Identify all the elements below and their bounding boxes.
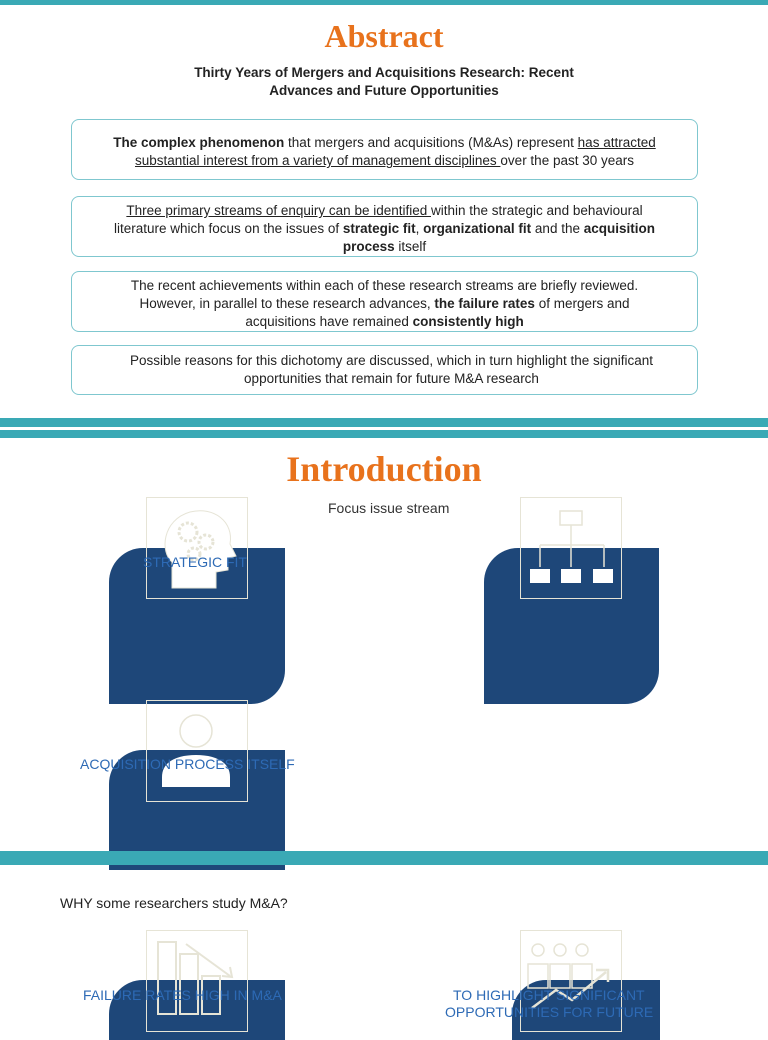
abstract-subtitle-line-1: Thirty Years of Mergers and Acquisitions Research: Recent	[194, 65, 574, 80]
box1-text-1: that mergers and acquisitions (M&As) represent	[284, 135, 578, 150]
box2-text-3: and the	[531, 221, 584, 236]
box3-text-2: of mergers and acquisitions have remained	[245, 296, 630, 329]
box2-bold-1: strategic fit	[342, 221, 416, 236]
abstract-subtitle	[0, 64, 768, 100]
abstract-box-1	[71, 119, 698, 180]
acquisition-process-label: ACQUISITION PROCESS ITSELF	[80, 756, 295, 772]
opportunities-label-line-2: OPPORTUNITIES FOR FUTURE	[445, 1004, 654, 1020]
declining-chart-icon-frame	[146, 930, 248, 1032]
section-divider-upper	[0, 418, 768, 427]
box3-text-1: The recent achievements within each of these research streams are briefly reviewed. However, in parallel to these research advances,	[130, 278, 639, 311]
failure-rates-label: FAILURE RATES HIGH IN M&A	[83, 987, 282, 1003]
abstract-box-3	[71, 271, 698, 332]
strategic-fit-icon-frame	[146, 497, 248, 599]
box2-text-2: ,	[415, 221, 424, 236]
top-bar	[0, 0, 768, 5]
org-chart-icon-frame	[520, 497, 622, 599]
introduction-title: Introduction	[286, 449, 482, 489]
box2-bold-3: acquisition process	[342, 221, 655, 254]
abstract-box-4	[71, 345, 698, 395]
box1-text-2: over the past 30 years	[500, 153, 634, 168]
lower-section-bar	[0, 851, 768, 865]
person-icon-frame	[146, 700, 248, 802]
opportunities-label-line-1: TO HIGHLIGHT SIGNIFICANT	[453, 987, 645, 1003]
box2-text-4: itself	[394, 239, 427, 254]
focus-issue-label: Focus issue stream	[328, 500, 450, 516]
why-question: WHY some researchers study M&A?	[60, 895, 288, 911]
section-divider-lower	[0, 430, 768, 438]
box1-bold: The complex phenomenon	[113, 135, 285, 150]
box1-underline: has attracted substantial interest from a variety of management disciplines	[134, 135, 656, 168]
box2-underline: Three primary streams of enquiry can be identified	[126, 203, 431, 218]
strategic-fit-label: STRATEGIC FIT	[143, 554, 247, 570]
box2-bold-2: organizational fit	[423, 221, 532, 236]
abstract-subtitle-line-2: Advances and Future Opportunities	[269, 83, 499, 98]
box3-bold-2: consistently high	[412, 314, 524, 329]
box4-text: Possible reasons for this dichotomy are discussed, which in turn highlight the significant opportunities that remain for future M&A research	[129, 353, 654, 386]
abstract-title: Abstract	[324, 18, 444, 54]
box3-bold-1: the failure rates	[434, 296, 535, 311]
box2-text-1: within the strategic and behavioural literature which focus on the issues of	[114, 203, 643, 236]
abstract-box-2	[71, 196, 698, 257]
